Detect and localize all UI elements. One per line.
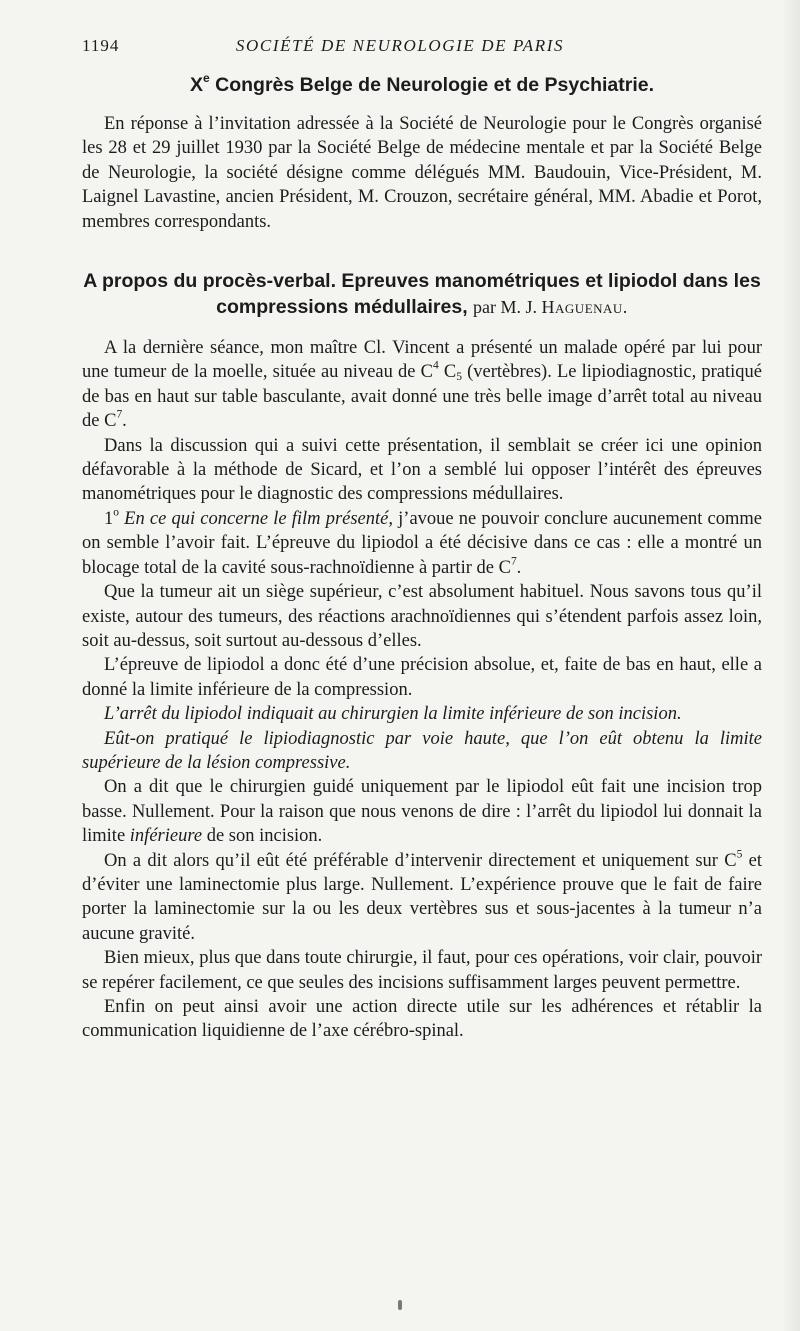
paragraph-3: 1$^o$ En ce qui concerne le film présenté, j’avoue ne pouvoir conclure aucunement comme on semble l’avoir fait. L’épreuve du lipiodol a été décisive dans ce cas : elle a montré un blocage total de la cavité sous-rachnoïdienne à partir de $C^7$. <box>82 506 762 578</box>
byline: par M. J. Haguenau. <box>473 297 628 318</box>
page-number: 1194 <box>82 36 120 55</box>
paragraph-1: A la dernière séance, mon maître Cl. Vincent a présenté un malade opéré par lui pour une tumeur de la moelle, située au niveau de $C^4$ $C_5$ (vertèbres). Le lipiodiagnostic, pratiqué de bas en haut sur table basculante, avait donné une très belle image d’arrêt total au niveau de $C^7$. <box>82 338 763 432</box>
paragraph-4: Que la tumeur ait un siège supérieur, c’est absolument habituel. Nous savons tous qu’il existe, autour des tumeurs, des réactions arachnoïdiennes qui s’étendent parfois assez loin, soit au-dessus, soit surtout au-dessous d’elles. <box>82 582 762 651</box>
paragraph-congress: En réponse à l’invitation adressée à la Société de Neurologie pour le Congrès organisé les 28 et 29 juillet 1930 par la Société Belge de médecine mentale et par la Société Belge de Neurologie, la société désigne comme délégués MM. Baudouin, Vice-Président, M. Laignel Lavastine, ancien Président, M. Crouzon, secrétaire général, MM. Abadie et Porot, membres correspondants. <box>82 114 762 232</box>
content <box>82 72 762 1044</box>
paragraph-2: Dans la discussion qui a suivi cette présentation, il semblait se créer ici une opinion défavorable à la méthode de Sicard, et l’on a semblé lui opposer l’intérêt des épreuves manométriques pour le diagnostic des compressions médullaires. <box>82 435 762 505</box>
paragraph-10: Bien mieux, plus que dans toute chirurgie, il faut, pour ces opérations, voir clair, pouvoir se repérer facilement, ce que seules des incisions suffisamment larges peuvent permettre. <box>82 948 762 993</box>
section-title-congress: Xe Congrès Belge de Neurologie et de Psychiatrie. <box>189 70 655 96</box>
paragraph-5: L’épreuve de lipiodol a donc été d’une précision absolue, et, faite de bas en haut, elle a donné la limite inférieure de la compression. <box>82 655 762 700</box>
section-title-article: A propos du procès-verbal. Epreuves manométriques et lipiodol dans les compressions médullaires, par M. J. Haguenau. <box>83 270 761 319</box>
paragraph-11: Enfin on peut ainsi avoir une action directe utile sur les adhérences et rétablir la communication liquidienne de l’axe cérébro-spinal. <box>82 997 762 1042</box>
paragraph-7: Eût-on pratiqué le lipiodiagnostic par voie haute, que l’on eût obtenu la limite supérieure de la lésion compressive. <box>82 728 762 773</box>
paragraph-8: On a dit que le chirurgien guidé uniquement par le lipiodol eût fait une incision trop basse. Nullement. Pour la raison que nous venons de dire : l’arrêt du lipiodol lui donnait la limite inférieure de son incision. <box>82 777 762 847</box>
paragraph-9: On a dit alors qu’il eût été préférable d’intervenir directement et uniquement sur $C^5$ et d’éviter une laminectomie plus large. Nullement. L’expérience prouve que le fait de faire porter la laminectomie sur la ou les deux vertèbres sus et sous-jacentes à la tumeur n’a aucune gravité. <box>82 847 762 944</box>
paragraph-6: L’arrêt du lipiodol indiquait au chirurgien la limite inférieure de son incision. <box>104 704 682 725</box>
scan-edge-shadow <box>782 0 800 1331</box>
ink-mark <box>398 1300 402 1310</box>
running-title: SOCIÉTÉ DE NEUROLOGIE DE PARIS <box>235 36 565 55</box>
author-name: Haguenau. <box>541 297 628 318</box>
